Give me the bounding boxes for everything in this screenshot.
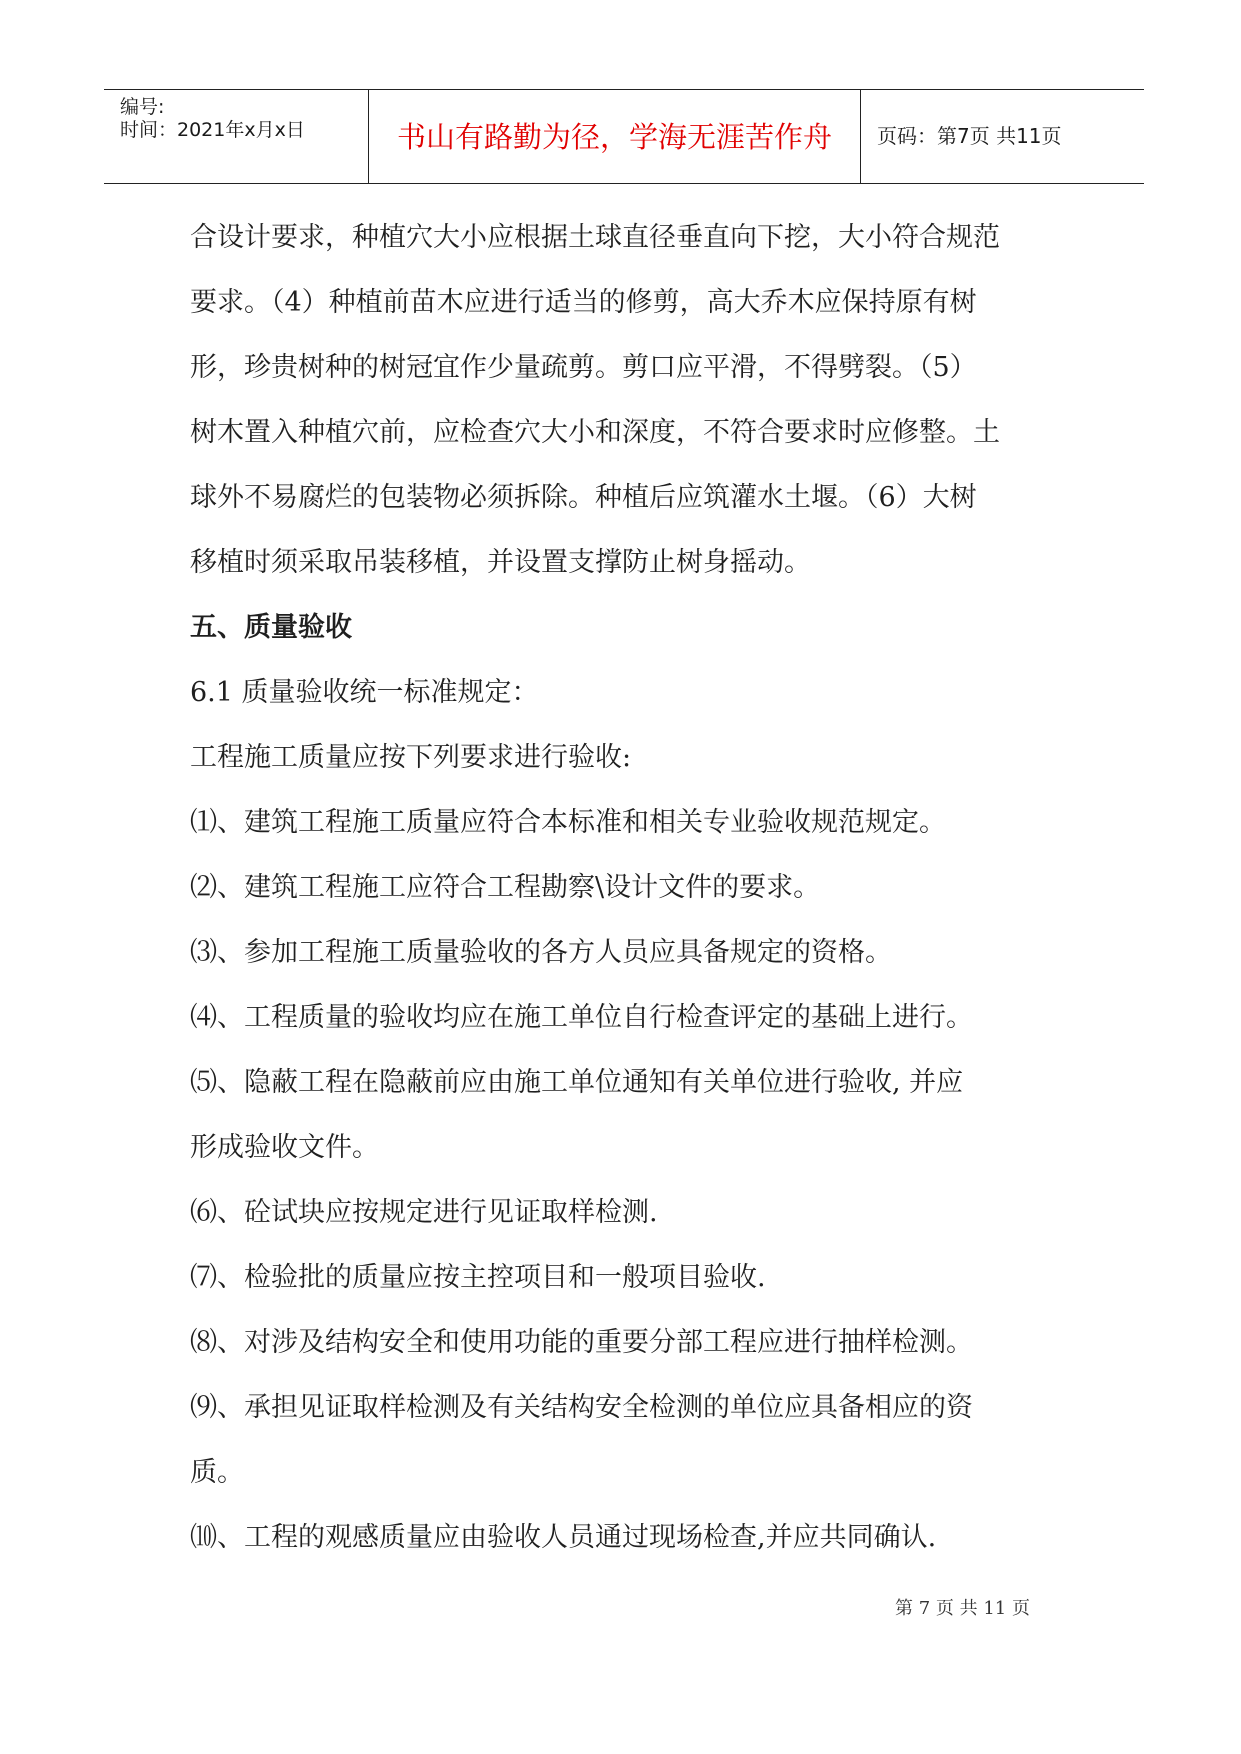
document-header [104, 89, 1144, 184]
list-item: ⑹、砼试块应按规定进行见证取样检测. [190, 1197, 658, 1228]
paragraph-line: 形，珍贵树种的树冠宜作少量疏剪。剪口应平滑，不得劈裂。（5） [190, 352, 977, 383]
list-item: ⑺、检验批的质量应按主控项目和一般项目验收. [190, 1262, 766, 1293]
document-number-label: 编号: [120, 96, 165, 118]
page-footer: 第 7 页 共 11 页 [895, 1598, 1030, 1619]
paragraph-line: 球外不易腐烂的包装物必须拆除。种植后应筑灌水土堰。（6）大树 [190, 482, 977, 513]
paragraph-line: 移植时须采取吊装移植，并设置支撑防止树身摇动。 [190, 547, 811, 578]
header-page-cell [861, 90, 1144, 183]
subsection-title: 6.1 质量验收统一标准规定： [190, 677, 539, 708]
document-body [190, 205, 1060, 1570]
section-heading: 五、质量验收 [190, 612, 352, 643]
header-info-cell [104, 90, 369, 183]
header-motto-cell [369, 90, 861, 183]
list-item: ⑻、对涉及结构安全和使用功能的重要分部工程应进行抽样检测。 [190, 1327, 973, 1358]
list-item-continuation: 形成验收文件。 [190, 1132, 379, 1163]
header-page-number: 页码：第7页 共11页 [877, 124, 1062, 148]
list-item: ⑷、工程质量的验收均应在施工单位自行检查评定的基础上进行。 [190, 1002, 973, 1033]
list-item: ⑸、隐蔽工程在隐蔽前应由施工单位通知有关单位进行验收, 并应 [190, 1067, 964, 1098]
list-item-continuation: 质。 [190, 1457, 244, 1488]
document-time-label: 时间：2021年x月x日 [120, 119, 305, 141]
paragraph-line: 要求。（4）种植前苗木应进行适当的修剪，高大乔木应保持原有树 [190, 287, 977, 318]
list-item: ⑶、参加工程施工质量验收的各方人员应具备规定的资格。 [190, 937, 892, 968]
list-item: ⑵、建筑工程施工应符合工程勘察\设计文件的要求。 [190, 872, 821, 903]
paragraph-line: 合设计要求，种植穴大小应根据土球直径垂直向下挖，大小符合规范 [190, 222, 1000, 253]
list-item: ⑽、工程的观感质量应由验收人员通过现场检查,并应共同确认. [190, 1522, 937, 1553]
intro-line: 工程施工质量应按下列要求进行验收: [190, 742, 632, 773]
list-item: ⑼、承担见证取样检测及有关结构安全检测的单位应具备相应的资 [190, 1392, 973, 1423]
motto-text: 书山有路勤为径，学海无涯苦作舟 [396, 120, 832, 154]
list-item: ⑴、建筑工程施工质量应符合本标准和相关专业验收规范规定。 [190, 807, 946, 838]
paragraph-line: 树木置入种植穴前，应检查穴大小和深度，不符合要求时应修整。土 [190, 417, 1000, 448]
